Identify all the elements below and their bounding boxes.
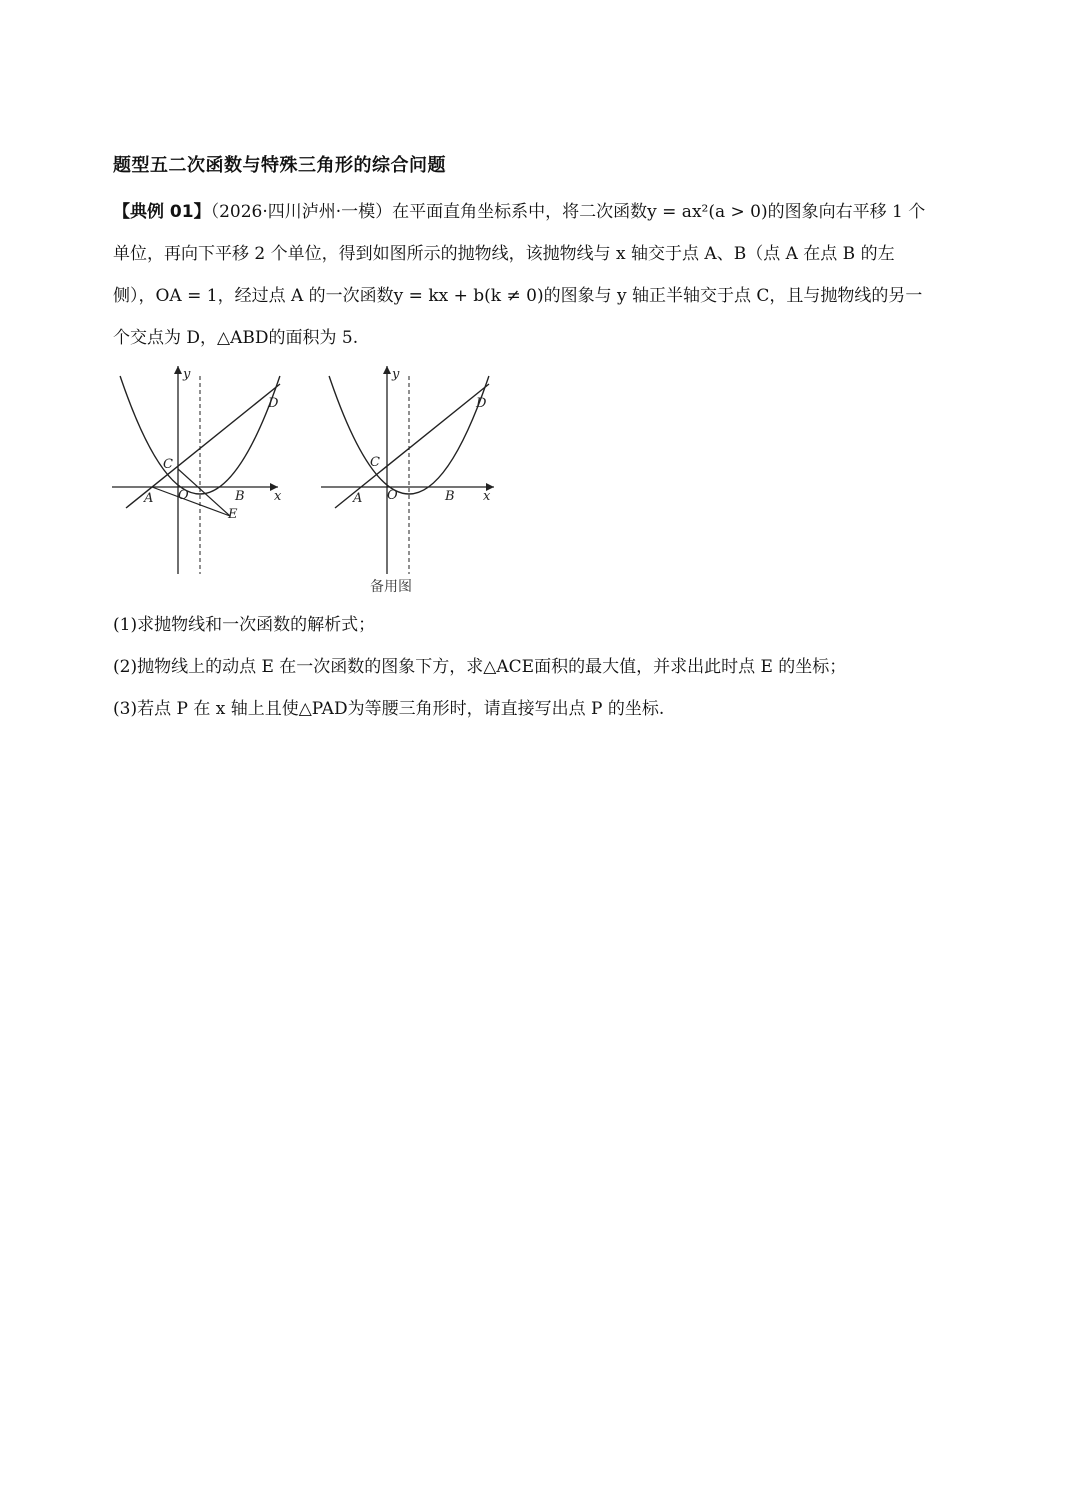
problem-line-3: 侧），OA = 1，经过点 A 的一次函数y = kx + b(k ≠ 0)的图象与 y 轴正半轴交于点 C，且与抛物线的另一 bbox=[113, 286, 923, 306]
fig2-label-b: B bbox=[445, 489, 455, 504]
problem-statement bbox=[113, 191, 973, 359]
fig2-y-arrow bbox=[383, 366, 391, 374]
fig1-label-c: C bbox=[163, 457, 173, 472]
problem-tag: 【典例 01】 bbox=[113, 202, 211, 222]
fig1-label-e: E bbox=[228, 507, 238, 522]
question-1: (1)求抛物线和一次函数的解析式； bbox=[113, 615, 376, 635]
figure-1 bbox=[112, 366, 282, 574]
fig2-label-d: D bbox=[476, 396, 487, 411]
figure-2 bbox=[321, 366, 494, 574]
section-title: 题型五二次函数与特殊三角形的综合问题 bbox=[113, 155, 446, 176]
fig2-label-y: y bbox=[392, 367, 400, 382]
figures-svg bbox=[108, 362, 508, 582]
figures bbox=[108, 362, 508, 586]
problem-line-2: 单位，再向下平移 2 个单位，得到如图所示的抛物线，该抛物线与 x 轴交于点 A、B（点 A 在点 B 的左 bbox=[113, 244, 895, 264]
fig1-label-y: y bbox=[183, 367, 191, 382]
fig1-label-a: A bbox=[144, 491, 154, 506]
question-2: (2)抛物线上的动点 E 在一次函数的图象下方，求△ACE面积的最大值，并求出此时点 E 的坐标； bbox=[113, 657, 847, 677]
fig2-label-c: C bbox=[370, 455, 380, 470]
figure-2-caption: 备用图 bbox=[370, 579, 412, 595]
problem-line-1 bbox=[113, 191, 973, 233]
fig1-label-b: B bbox=[235, 489, 245, 504]
problem-line-1-text: （2026·四川泸州·一模）在平面直角坐标系中，将二次函数y = ax²(a > 0)的图象向右平移 1 个 bbox=[210, 202, 926, 222]
fig2-label-x: x bbox=[483, 489, 491, 504]
fig2-label-a: A bbox=[353, 491, 363, 506]
fig1-label-o: O bbox=[178, 488, 189, 503]
fig1-segment-ae bbox=[152, 487, 230, 516]
fig1-label-x: x bbox=[274, 489, 282, 504]
fig2-label-o: O bbox=[387, 488, 398, 503]
fig1-label-d: D bbox=[268, 396, 279, 411]
question-list bbox=[113, 604, 846, 730]
question-3: (3)若点 P 在 x 轴上且使△PAD为等腰三角形时，请直接写出点 P 的坐标. bbox=[113, 699, 665, 719]
problem-line-4: 个交点为 D，△ABD的面积为 5. bbox=[113, 328, 359, 348]
fig1-y-arrow bbox=[174, 366, 182, 374]
